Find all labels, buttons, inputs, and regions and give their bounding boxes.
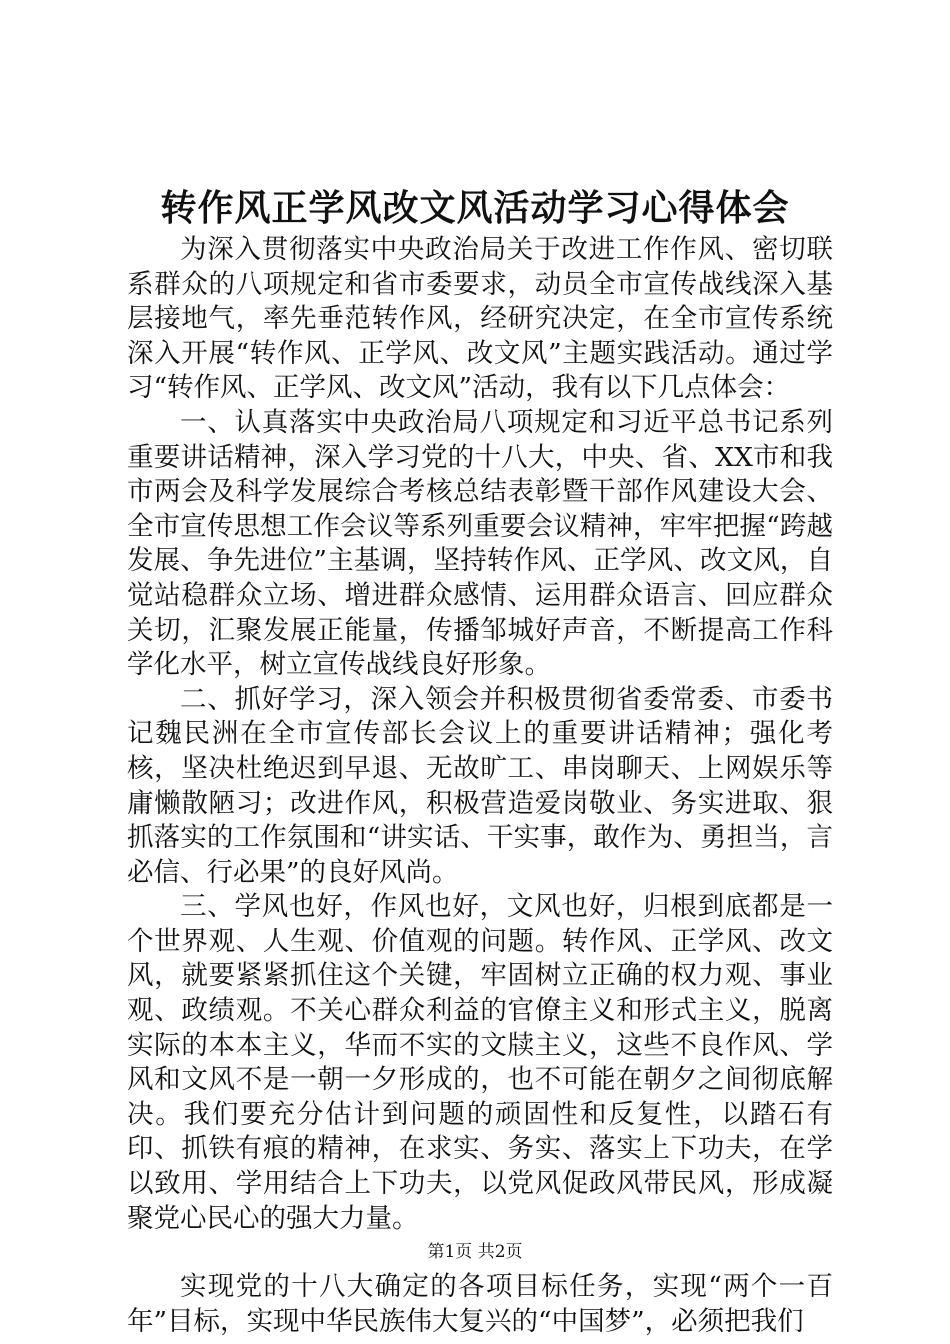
point-one-paragraph: 一、认真落实中央政治局八项规定和习近平总书记系列重要讲话精神，深入学习党的十八大，中央、省、XX市和我市两会及科学发展综合考核总结表彰暨干部作风建设大会、全市宣传思想工作会议等系列重要会议精神，牢牢把握“跨越发展、争先进位”主基调，坚持转作风、正学风、改文风，自觉站稳群众立场、增进群众感情、运用群众语言、回应群众关切，汇聚发展正能量，传播邹城好声音，不断提高工作科学化水平，树立宣传战线良好形象。 [127, 406, 833, 681]
document-title: 转作风正学风改文风活动学习心得体会 [160, 187, 790, 229]
page-number-footer: 第1页 共2页 [427, 1242, 523, 1262]
point-three-paragraph: 三、学风也好，作风也好，文风也好，归根到底都是一个世界观、人生观、价值观的问题。转作风、正学风、改文风，就要紧紧抓住这个关键，牢固树立正确的权力观、事业观、政绩观。不关心群众利益的官僚主义和形式主义，脱离实际的本本主义，华而不实的文牍主义，这些不良作风、学风和文风不是一朝一夕形成的，也不可能在朝夕之间彻底解决。我们要充分估计到问题的顽固性和反复性，以踏石有印、抓铁有痕的精神，在求实、务实、落实上下功夫，在学以致用、学用结合上下功夫，以党风促政风带民风，形成凝聚党心民心的强大力量。 [127, 891, 833, 1234]
point-two-paragraph: 二、抓好学习，深入领会并积极贯彻省委常委、市委书记魏民洲在全市宣传部长会议上的重要讲话精神；强化考核，坚决杜绝迟到早退、无故旷工、串岗聊天、上网娱乐等庸懒散陋习；改进作风，积极营造爱岗敬业、务实进取、狠抓落实的工作氛围和“讲实话、干实事，敢作为、勇担当，言必信、行必果”的良好风尚。 [127, 683, 833, 888]
intro-paragraph: 为深入贯彻落实中央政治局关于改进工作作风、密切联系群众的八项规定和省市委要求，动员全市宣传战线深入基层接地气，率先垂范转作风，经研究决定，在全市宣传系统深入开展“转作风、正学风、改文风”主题实践活动。通过学习“转作风、正学风、改文风”活动，我有以下几点体会： [127, 234, 833, 404]
continuation-paragraph: 实现党的十八大确定的各项目标任务，实现“两个一百年”目标，实现中华民族伟大复兴的“中国梦”，必须把我们 [127, 1271, 833, 1337]
document-body [127, 233, 833, 1339]
